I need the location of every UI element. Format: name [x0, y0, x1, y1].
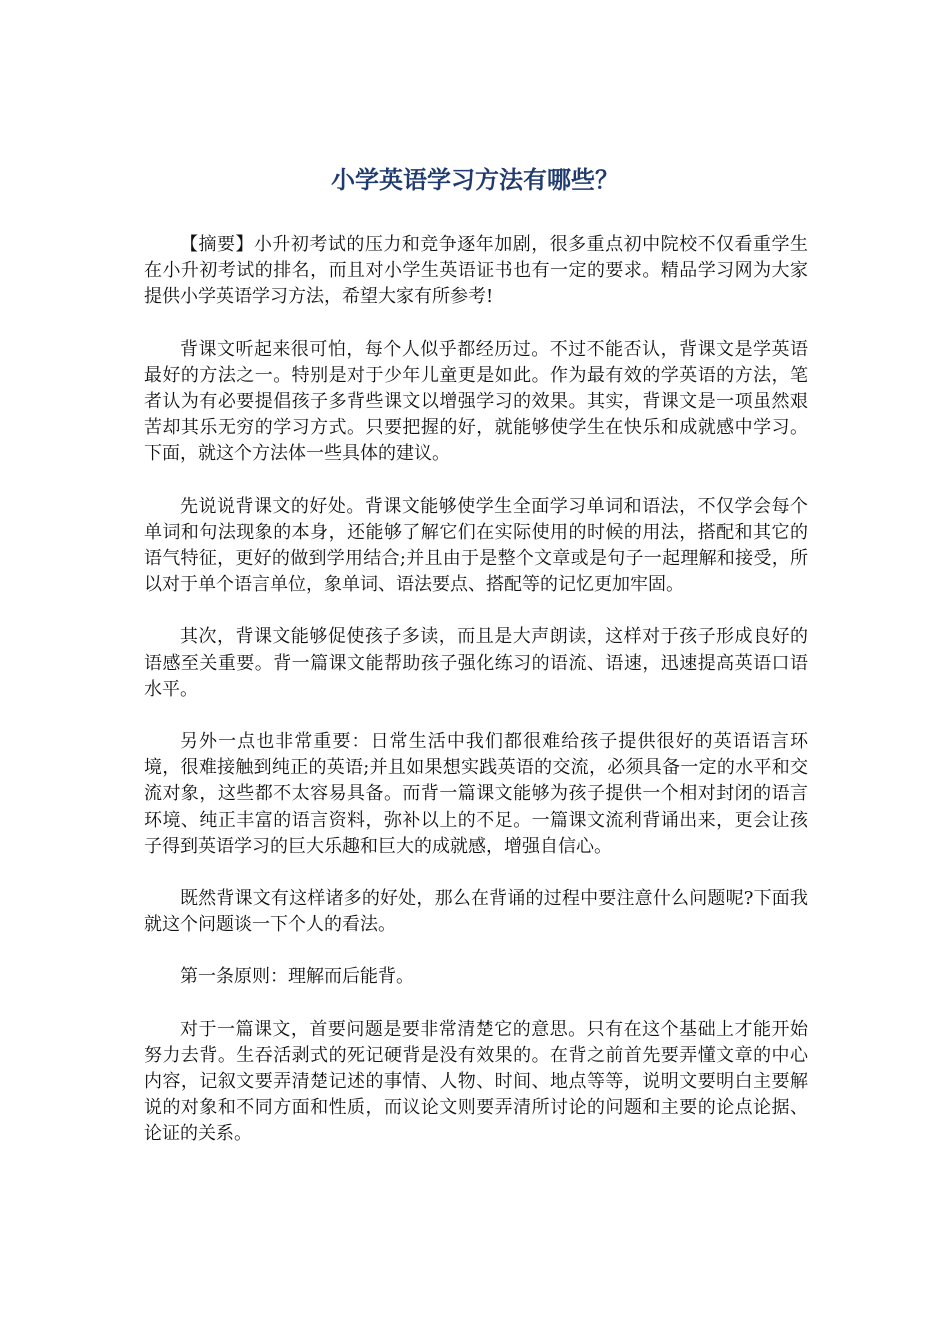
document-body	[144, 232, 808, 1174]
document-title: 小学英语学习方法有哪些？	[331, 166, 619, 194]
principle-heading: 第一条原则：理解而后能背。	[180, 966, 414, 988]
body-paragraph: 另外一点也非常重要：日常生活中我们都很难给孩子提供很好的英语语言环境，很难接触到纯正的英语;并且如果想实践英语的交流，必须具备一定的水平和交流对象，这些都不太容易具备。而背一篇课文能够为孩子提供一个相对封闭的语言环境、纯正丰富的语言资料，弥补以上的不足。一篇课文流利背诵出来，更会让孩子得到英语学习的巨大乐趣和巨大的成就感，增强自信心。	[144, 731, 808, 857]
body-paragraph: 先说说背课文的好处。背课文能够使学生全面学习单词和语法，不仅学会每个单词和句法现象的本身，还能够了解它们在实际使用的时候的用法，搭配和其它的语气特征，更好的做到学用结合;并且由于是整个文章或是句子一起理解和接受，所以对于单个语言单位，象单词、语法要点、搭配等的记忆更加牢固。	[144, 495, 808, 596]
body-paragraph: 背课文听起来很可怕，每个人似乎都经历过。不过不能否认，背课文是学英语最好的方法之一。特别是对于少年儿童更是如此。作为最有效的学英语的方法，笔者认为有必要提倡孩子多背些课文以增强学习的效果。其实，背课文是一项虽然艰苦却其乐无穷的学习方式。只要把握的好，就能够使学生在快乐和成就感中学习。下面，就这个方法体一些具体的建议。	[144, 338, 808, 465]
body-paragraph: 既然背课文有这样诸多的好处，那么在背诵的过程中要注意什么问题呢?下面我就这个问题谈一下个人的看法。	[144, 888, 808, 936]
body-paragraph: 其次，背课文能够促使孩子多读，而且是大声朗读，这样对于孩子形成良好的语感至关重要。背一篇课文能帮助孩子强化练习的语流、语速，迅速提高英语口语水平。	[144, 626, 808, 700]
abstract-paragraph: 【摘要】小升初考试的压力和竞争逐年加剧，很多重点初中院校不仅看重学生在小升初考试的排名，而且对小学生英语证书也有一定的要求。精品学习网为大家提供小学英语学习方法，希望大家有所参考!	[144, 234, 808, 308]
body-paragraph: 对于一篇课文，首要问题是要非常清楚它的意思。只有在这个基础上才能开始努力去背。生吞活剥式的死记硬背是没有效果的。在背之前首先要弄懂文章的中心内容，记叙文要弄清楚记述的事情、人物、时间、地点等等，说明文要明白主要解说的对象和不同方面和性质，而议论文则要弄清所讨论的问题和主要的论点论据、论证的关系。	[144, 1018, 808, 1145]
